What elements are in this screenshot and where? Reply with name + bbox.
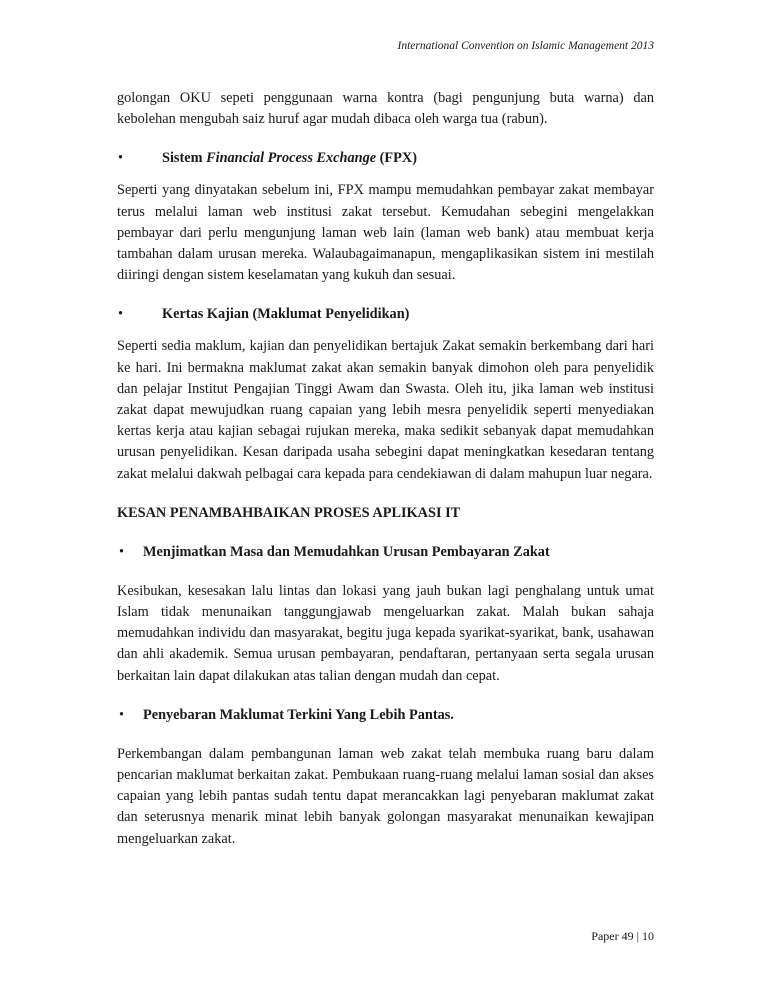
paragraph-fpx: Seperti yang dinyatakan sebelum ini, FPX mampu memudahkan pembayar zakat membayar terus melalui laman web institusi zakat tersebut. Kemudahan sebegini mengelakkan pembayar dari perlu mengunjung laman web lain (laman web bank) atau membuat kerja tambahan dalam urusan mereka. Walaubagaimanapun, mengaplikasikan sistem ini mestilah diiringi dengan sistem keselamatan yang kukuh dan sesuai. bbox=[117, 182, 654, 284]
bullet-icon: • bbox=[118, 306, 124, 323]
page-number: Paper 49 | 10 bbox=[591, 929, 654, 943]
page bbox=[117, 0, 654, 1000]
paragraph-oku: golongan OKU sepeti penggunaan warna kontra (bagi pengunjung buta warna) dan kebolehan mengubah saiz huruf agar mudah dibaca oleh warga tua (rabun). bbox=[117, 90, 654, 128]
bullet-heading-text: Menjimatkan Masa dan Memudahkan Urusan Pembayaran Zakat bbox=[143, 543, 550, 560]
section-heading-kesan: KESAN PENAMBAHBAIKAN PROSES APLIKASI IT bbox=[117, 504, 461, 521]
running-header: International Convention on Islamic Management 2013 bbox=[397, 40, 654, 52]
fpx-emphasis: Financial Process Exchange bbox=[206, 150, 377, 167]
paragraph-menjimatkan: Kesibukan, kesesakan lalu lintas dan lokasi yang jauh bukan lagi penghalang untuk umat Islam tidak menunaikan tanggungjawab mengeluarkan zakat. Malah bukan sahaja memudahkan individu dan masyarakat, begitu juga kepada syarikat-syarikat, bank, usahawan dan ahli akademik. Semua urusan pembayaran, pendaftaran, pertanyaan serta segala urusan berkaitan lain dapat dilakukan atas talian dengan mudah dan cepat. bbox=[117, 582, 654, 684]
fpx-prefix: Sistem bbox=[162, 150, 207, 167]
bullet-heading-kertas-kajian bbox=[117, 304, 654, 325]
body-text bbox=[117, 88, 654, 850]
bullet-heading-text: Penyebaran Maklumat Terkini Yang Lebih Pantas. bbox=[143, 706, 454, 723]
bullet-icon: • bbox=[118, 150, 124, 167]
bullet-icon: • bbox=[119, 706, 125, 723]
paragraph-penyebaran: Perkembangan dalam pembangunan laman web zakat telah membuka ruang baru dalam pencarian maklumat berkaitan zakat. Pembukaan ruang-ruang melalui laman sosial dan akses capaian yang lebih pantas sudah tentu dapat merancakkan lagi penyebaran maklumat zakat dan seterusnya menarik minat lebih banyak golongan masyarakat menunaikan kewajipan mengeluarkan zakat. bbox=[117, 745, 654, 847]
bullet-heading-text bbox=[162, 148, 417, 169]
bullet-heading-fpx bbox=[117, 148, 654, 169]
bullet-heading-text: Kertas Kajian (Maklumat Penyelidikan) bbox=[162, 306, 410, 323]
fpx-suffix: (FPX) bbox=[376, 150, 417, 167]
bullet-icon: • bbox=[119, 543, 125, 560]
paragraph-kertas-kajian: Seperti sedia maklum, kajian dan penyelidikan bertajuk Zakat semakin berkembang dari hari ke hari. Ini bermakna maklumat zakat akan semakin banyak dimohon oleh para penyelidik dan pelajar Institut Pengajian Tinggi Awam dan Swasta. Oleh itu, jika laman web institusi zakat dapat mewujudkan ruang capaian yang lebih mesra penyelidik seperti menyediakan kertas kerja atau kajian sebagai rujukan mereka, maka sedikit sebanyak dapat memudahkan urusan penyelidikan. Kesan daripada usaha sebegini dapat meningkatkan kesedaran tentang zakat melalui dakwah pelbagai cara kepada para cendekiawan di dalam mahupun luar negara. bbox=[117, 338, 654, 482]
bullet-heading-penyebaran bbox=[117, 705, 654, 726]
bullet-heading-menjimatkan bbox=[117, 542, 654, 563]
